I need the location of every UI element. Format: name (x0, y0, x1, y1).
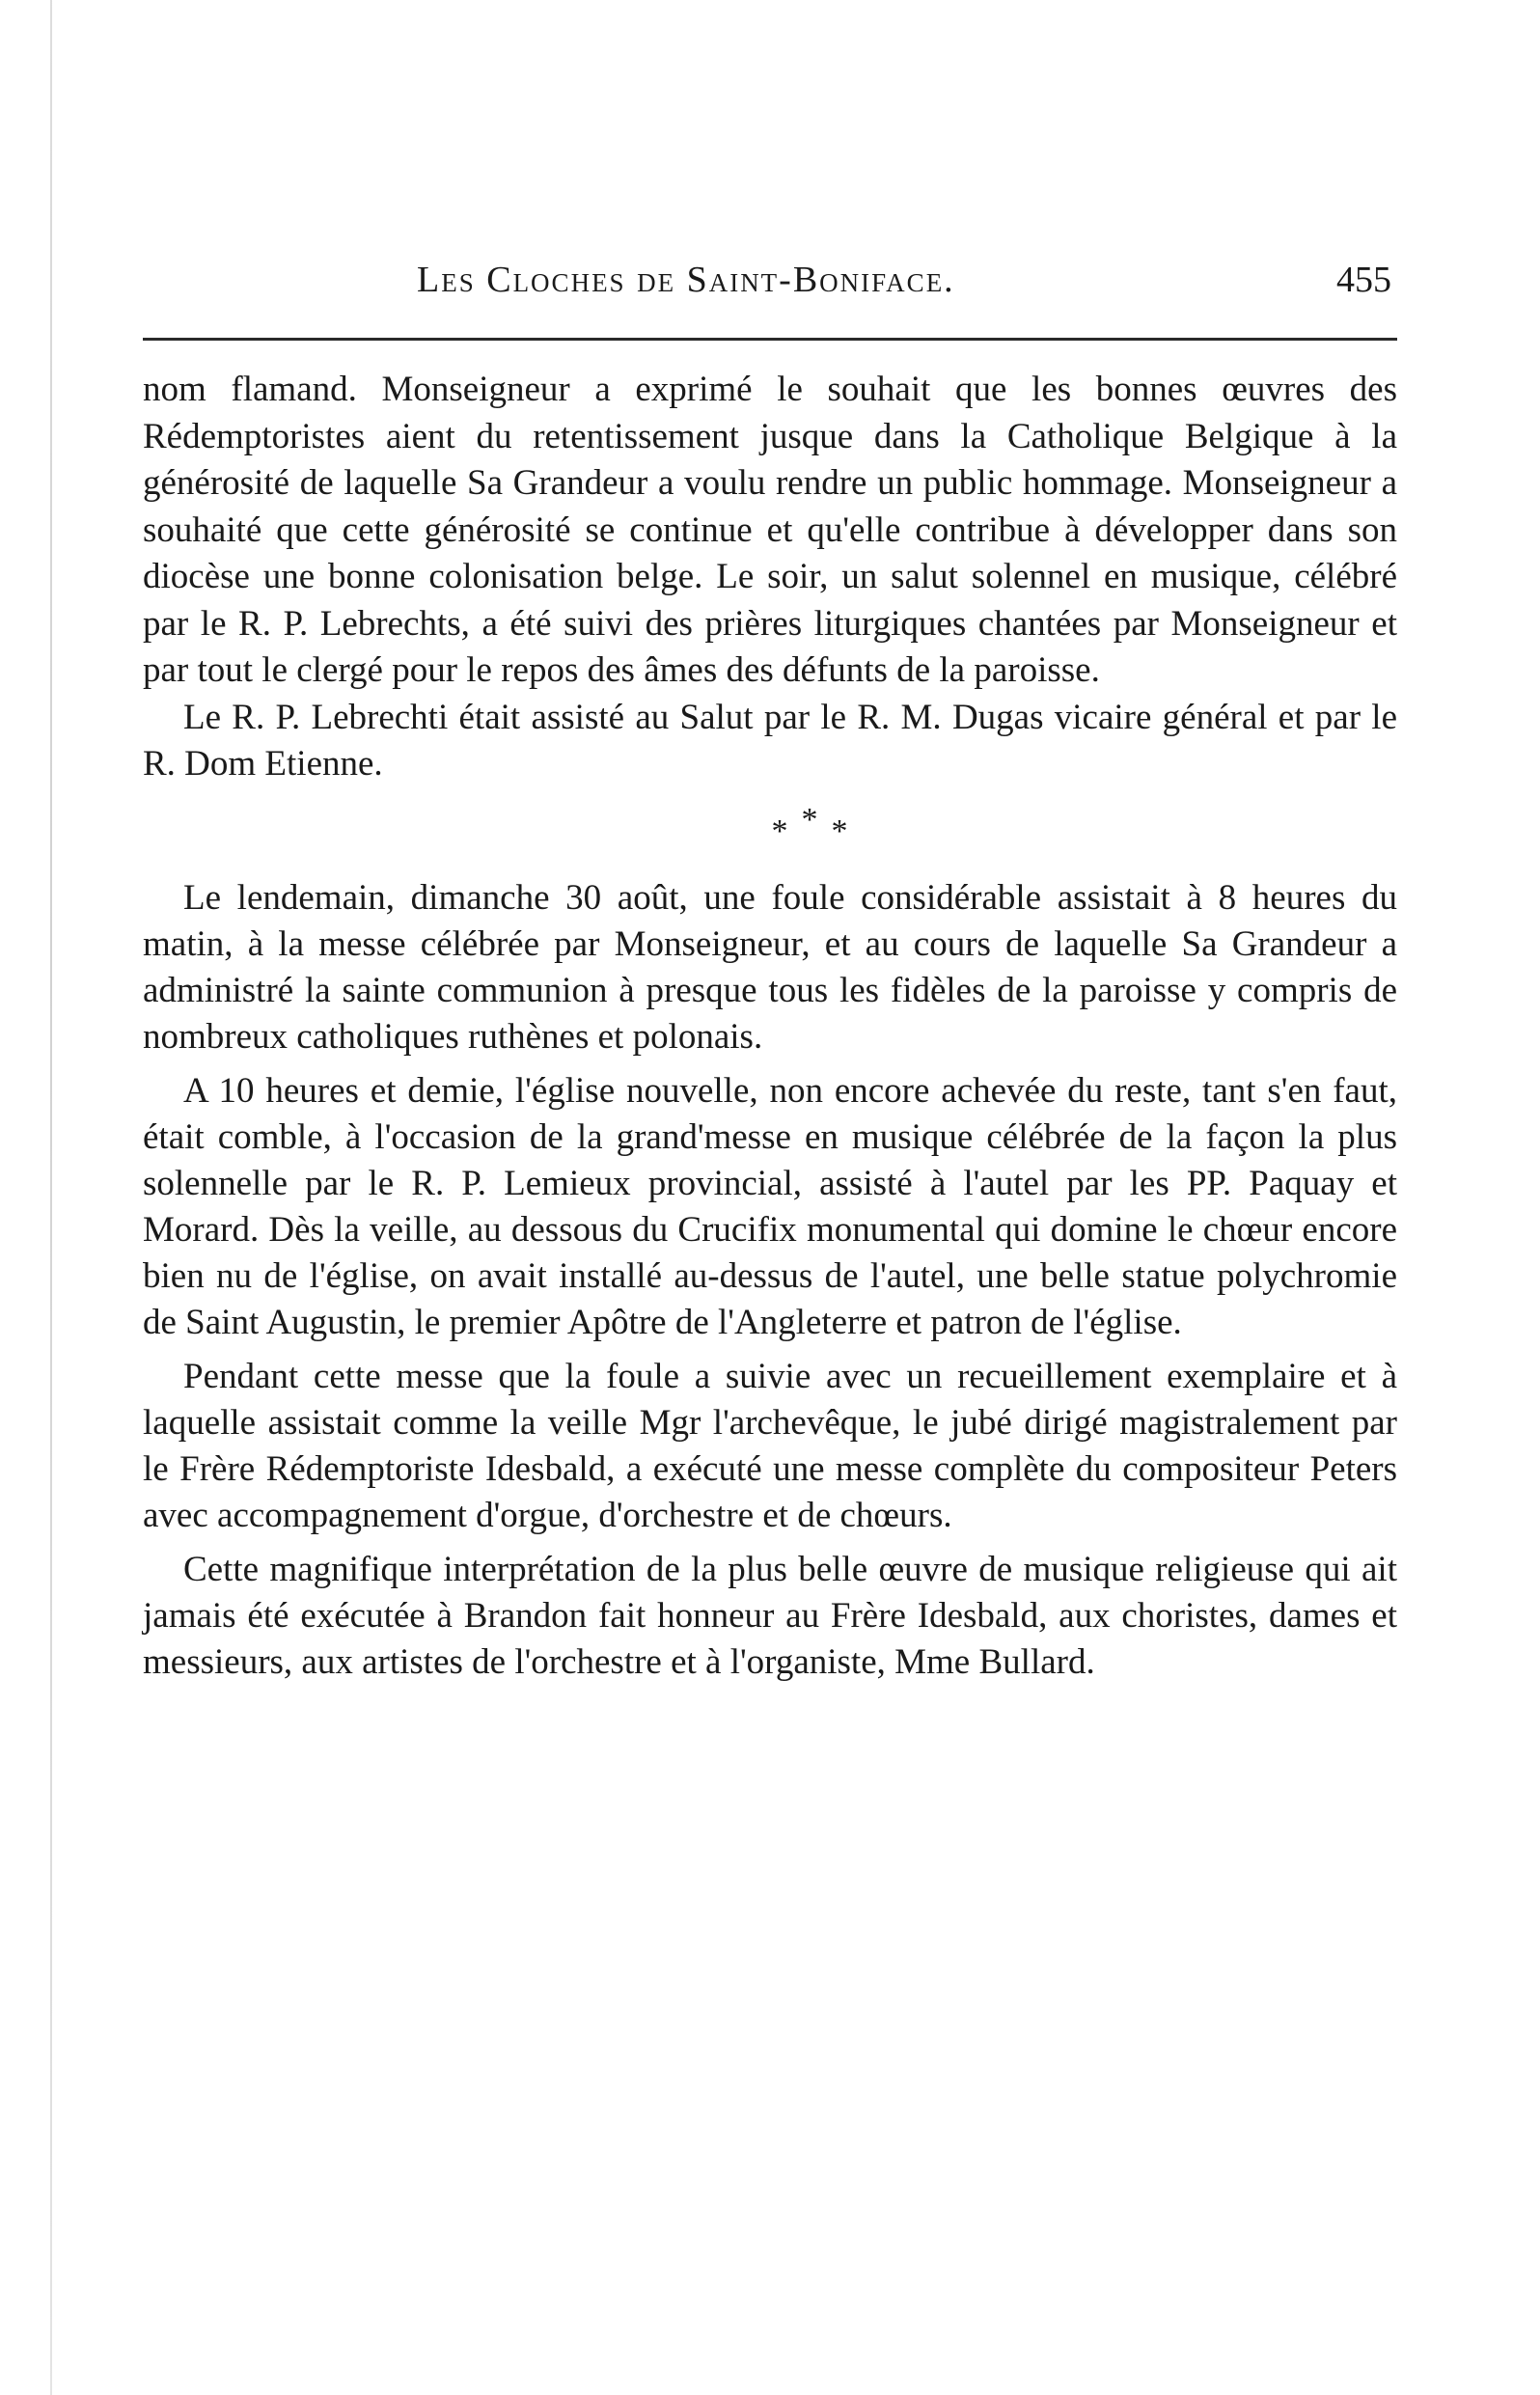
paragraph-3: Le lendemain, dimanche 30 août, une foule considérable assistait à 8 heures du matin, à la messe célébrée par Monseigneur, et au cours de laquelle Sa Grandeur a administré la sainte communion à presque tous les fidèles de la paroisse y compris de nombreux catholiques ruthènes et polonais. (143, 877, 1397, 1057)
running-title: Les Cloches de Saint-Boniface. (417, 260, 955, 300)
ornament-star-left: * (771, 812, 802, 849)
scan-margin-line (50, 0, 52, 2395)
body-text (143, 367, 1397, 1686)
paragraph-6: Cette magnifique interprétation de la plus belle œuvre de musique religieuse qui ait jamais été exécutée à Brandon fait honneur au Frère Idesbald, aux choristes, dames et messieurs, aux artistes de l'orchestre et à l'organiste, Mme Bullard. (143, 1549, 1397, 1682)
page-number: 455 (1336, 260, 1391, 300)
header-rule (143, 338, 1397, 341)
section-ornament (235, 788, 1397, 875)
ornament-star-center: * (801, 801, 832, 838)
running-head (145, 259, 1399, 317)
paragraph-5: Pendant cette messe que la foule a suivie avec un recueillement exemplaire et à laquelle assistait comme la veille Mgr l'archevêque, le jubé dirigé magistralement par le Frère Rédemptoriste Idesbald, a exécuté une messe complète du compositeur Peters avec accompagnement d'orgue, d'orchestre et de chœurs. (143, 1356, 1397, 1535)
paragraph-1: nom flamand. Monseigneur a exprimé le souhait que les bonnes œuvres des Rédemptoristes aient du retentissement jusque dans la Catholique Belgique à la générosité de laquelle Sa Grandeur a voulu rendre un public hommage. Monseigneur a souhaité que cette générosité se continue et qu'elle contribue à développer dans son diocèse une bonne colonisation belge. Le soir, un salut solennel en musique, célébré par le R. P. Lebrechts, a été suivi des prières liturgiques chantées par Monseigneur et par tout le clergé pour le repos des âmes des défunts de la paroisse. (143, 370, 1397, 690)
paragraph-2: Le R. P. Lebrechti était assisté au Salut par le R. M. Dugas vicaire général et par le R. Dom Etienne. (143, 697, 1397, 784)
ornament-star-right: * (831, 812, 862, 849)
paragraph-4: A 10 heures et demie, l'église nouvelle, non encore achevée du reste, tant s'en faut, était comble, à l'occasion de la grand'messe en musique célébrée de la façon la plus solennelle par le R. P. Lemieux provincial, assisté à l'autel par les PP. Paquay et Morard. Dès la veille, au dessous du Crucifix monumental qui domine le chœur encore bien nu de l'église, on avait installé au-dessus de l'autel, une belle statue polychromie de Saint Augustin, le premier Apôtre de l'Angleterre et patron de l'église. (143, 1070, 1397, 1342)
